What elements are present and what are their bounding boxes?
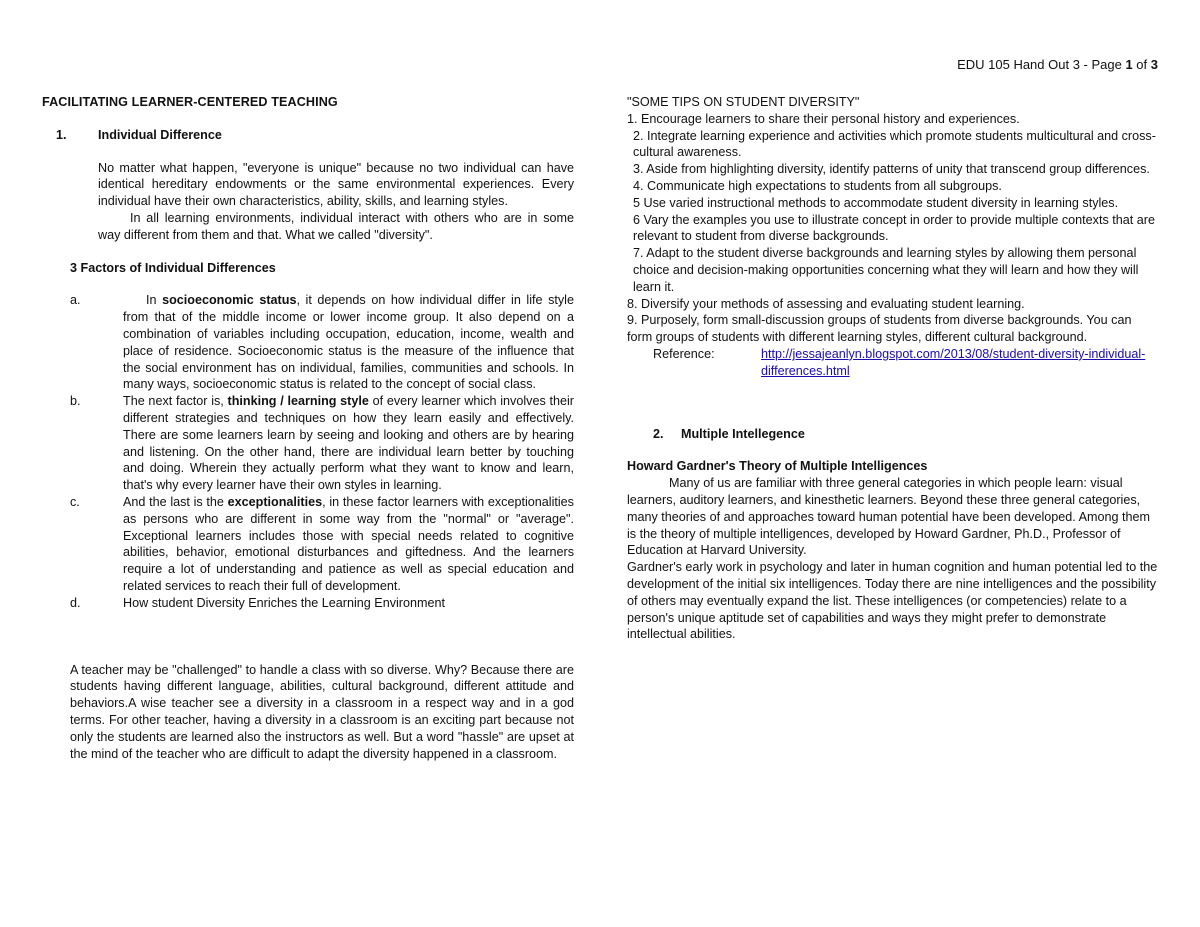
tip-item: 8. Diversify your methods of assessing and evaluating student learning.	[627, 296, 1025, 311]
factor-text-post: of every learner which involves their different strategies and techniques on how they learn easily and effectively. There are some learners learn by seeing and looking and others are by hearing and listening. On the other hand, there are individual learn better by touching and doing. Wherein they actually perform what they want to know and learn, that's why every learner have their own styles in learning.	[123, 394, 574, 493]
tip-item: 2. Integrate learning experience and activities which promote students multicultural and cross- cultural awareness.	[633, 128, 1156, 160]
left-column	[42, 94, 574, 762]
factor-item	[70, 494, 574, 595]
factor-letter: d.	[70, 595, 81, 610]
theory-title: Howard Gardner's Theory of Multiple Intelligences	[627, 459, 928, 474]
factors-list	[70, 292, 574, 611]
tip-item: 7. Adapt to the student diverse backgrounds and learning styles by allowing them personal choice and decision-making opportunities concerning what they will learn and how they will learn it.	[633, 246, 1139, 294]
factor-text-pre: How student Diversity Enriches the Learning Environment	[123, 595, 445, 610]
section-1-paragraph-2: In all learning environments, individual interact with others who are in some way different from them and that. What we called "diversity".	[98, 210, 574, 242]
factor-item	[70, 292, 574, 393]
section-1-heading	[56, 127, 574, 144]
reference-row	[653, 346, 1160, 380]
tips-title: "SOME TIPS ON STUDENT DIVERSITY"	[627, 95, 860, 109]
closing-paragraph: A teacher may be "challenged" to handle a class with so diverse. Why? Because there are students having different language, abilities, cultural background, different attitude and behaviors.A wise teacher see a diversity in a classroom in a respect way and in a god terms. For other teacher, having a diversity in a classroom is an exciting part because not only the students are learned also the instructors as well. But a word "hassle" are upset at the mind of the teacher who are difficult to adapt the diversity happened in a classroom.	[70, 662, 574, 761]
section-1-number: 1.	[56, 127, 67, 142]
factor-text-pre: And the last is the	[123, 494, 228, 509]
factor-text-post: , in these factor learners with exceptionalities as persons who are different in some way from the "normal" or "average". Exceptional learners includes those with special needs related to cognitive abilities, behavior, emotional disturbances and giftedness. And the learners require a lot of understanding and patience as well as special education and related services to reach their full of development.	[123, 494, 574, 593]
right-column	[627, 94, 1160, 643]
header-page-total: 3	[1150, 57, 1158, 72]
factor-text-post: , it depends on how individual differ in life style from that of the middle income or lower income group. It also depend on a combination of variables including occupation, education, income, wealth and place of residence. Socioeconomic status is the measure of the influence that the social environment has on individual, families, communities and schools. In many ways, socioeconomic status is related to the concept of social class.	[123, 293, 574, 392]
header-prefix: EDU 105 Hand Out 3 - Page	[957, 57, 1126, 72]
factor-letter: b.	[70, 394, 81, 409]
factor-text	[123, 595, 574, 612]
reference-link[interactable]: http://jessajeanlyn.blogspot.com/2013/08/student-diversity-individual-differences.html	[761, 346, 1146, 378]
tip-item: 5 Use varied instructional methods to accommodate student diversity in learning styles.	[633, 195, 1119, 210]
section-1-label: Individual Difference	[98, 127, 222, 142]
section-2-heading	[653, 426, 1160, 443]
factor-text	[123, 494, 574, 595]
factor-term: exceptionalities	[227, 494, 323, 509]
section-1-body	[98, 160, 574, 244]
reference-label: Reference:	[653, 346, 715, 361]
factor-text	[123, 393, 574, 494]
tip-item: 3. Aside from highlighting diversity, identify patterns of unity that transcend group differences.	[633, 162, 1150, 177]
factor-text	[123, 292, 574, 393]
theory-paragraph-2: Gardner's early work in psychology and later in human cognition and human potential led to the development of the initial six intelligences. Today there are nine intelligences and the possibility of others may eventually expand the list. These intelligences (or competencies) relate to a person's unique aptitude set of capabilities and ways they might prefer to demonstrate intellectual abilities.	[627, 560, 1158, 642]
factor-item	[70, 393, 574, 494]
section-2-label: Multiple Intellegence	[681, 426, 805, 441]
factor-item	[70, 595, 574, 612]
tip-item: 6 Vary the examples you use to illustrate concept in order to provide multiple contexts that are relevant to student from diverse backgrounds.	[633, 212, 1155, 244]
factor-letter: a.	[70, 293, 81, 308]
factor-term: thinking / learning style	[227, 394, 369, 409]
tip-item: 1. Encourage learners to share their personal history and experiences.	[627, 111, 1020, 126]
factor-letter: c.	[70, 494, 80, 509]
theory-paragraph-1: Many of us are familiar with three general categories in which people learn: visual learners, auditory learners, and kinesthetic learners. Beyond these three general categories, many theories of and approaches toward human potential have been developed. Among them is the theory of multiple intelligences, developed by Howard Gardner, Ph.D., Professor of Education at Harvard University.	[627, 476, 1150, 558]
header-page-number: 1	[1125, 57, 1133, 72]
factor-text-pre: In	[146, 293, 163, 308]
section-1-paragraph-1: No matter what happen, "everyone is unique" because no two individual can have identical hereditary endowments or the same environmental experiences. Every individual have their own characteristics, ability, skills, and learning styles.	[98, 160, 574, 209]
tip-item: 9. Purposely, form small-discussion groups of students from diverse backgrounds. You can form groups of students with different learning styles, different cultural background.	[627, 313, 1132, 345]
header-of: of	[1132, 57, 1151, 72]
page-header	[957, 57, 1158, 72]
factor-term: socioeconomic status	[162, 293, 297, 308]
factors-heading: 3 Factors of Individual Differences	[70, 260, 276, 275]
tip-item: 4. Communicate high expectations to students from all subgroups.	[633, 178, 1002, 193]
section-2-number: 2.	[653, 426, 664, 441]
document-title: FACILITATING LEARNER-CENTERED TEACHING	[42, 95, 338, 109]
factor-text-pre: The next factor is,	[123, 394, 228, 409]
